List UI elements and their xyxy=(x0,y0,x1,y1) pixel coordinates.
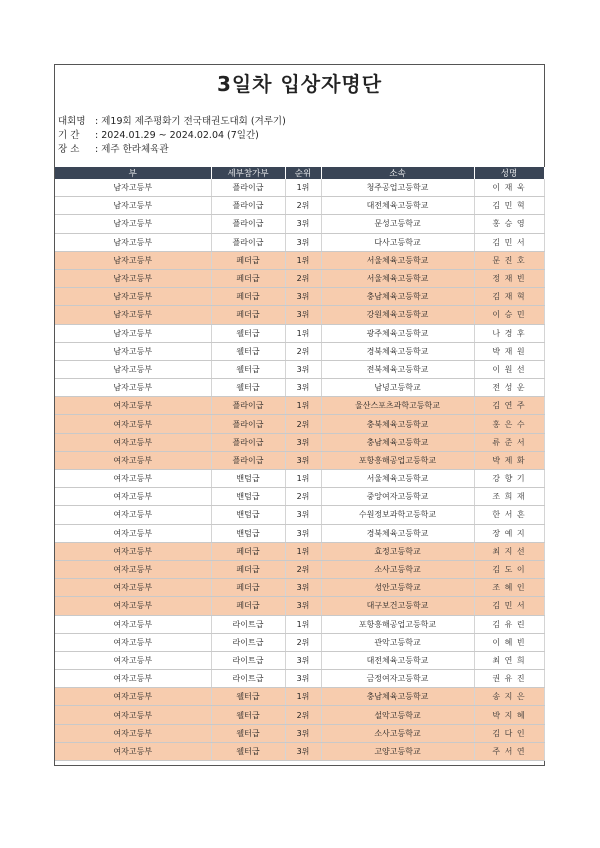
table-row xyxy=(55,179,544,197)
table-row xyxy=(55,615,544,633)
cell-team: 대전체육고등학교 xyxy=(321,651,474,669)
cell-division: 여자고등부 xyxy=(55,706,211,724)
table-row xyxy=(55,415,544,433)
table-row xyxy=(55,633,544,651)
cell-team: 포항흥해공업고등학교 xyxy=(321,451,474,469)
info-sep: : xyxy=(92,144,102,155)
cell-class: 웰터급 xyxy=(211,742,285,760)
cell-rank: 2위 xyxy=(285,706,321,724)
cell-team: 수원정보과학고등학교 xyxy=(321,506,474,524)
cell-division: 여자고등부 xyxy=(55,615,211,633)
cell-name: 김 도 이 xyxy=(474,560,544,578)
cell-class: 웰터급 xyxy=(211,342,285,360)
table-header-row xyxy=(55,167,544,179)
cell-class: 페더급 xyxy=(211,288,285,306)
cell-name: 강 향 기 xyxy=(474,470,544,488)
event-info xyxy=(58,115,544,157)
cell-rank: 3위 xyxy=(285,379,321,397)
table-row xyxy=(55,706,544,724)
results-table xyxy=(55,167,545,761)
cell-division: 남자고등부 xyxy=(55,215,211,233)
cell-division: 여자고등부 xyxy=(55,688,211,706)
table-row xyxy=(55,524,544,542)
cell-name: 이 원 선 xyxy=(474,360,544,378)
cell-class: 페더급 xyxy=(211,579,285,597)
cell-division: 여자고등부 xyxy=(55,397,211,415)
table-row xyxy=(55,651,544,669)
cell-team: 울산스포츠과학고등학교 xyxy=(321,397,474,415)
header-team: 소속 xyxy=(321,167,474,179)
cell-name: 홍 은 수 xyxy=(474,415,544,433)
cell-team: 금정여자고등학교 xyxy=(321,670,474,688)
cell-class: 페더급 xyxy=(211,560,285,578)
table-body xyxy=(55,179,544,761)
cell-name: 김 민 혁 xyxy=(474,197,544,215)
cell-class: 밴텀급 xyxy=(211,488,285,506)
cell-division: 남자고등부 xyxy=(55,251,211,269)
cell-name: 한 서 흔 xyxy=(474,506,544,524)
cell-class: 웰터급 xyxy=(211,706,285,724)
cell-name: 김 민 서 xyxy=(474,233,544,251)
cell-team: 경북체육고등학교 xyxy=(321,342,474,360)
cell-name: 나 경 후 xyxy=(474,324,544,342)
cell-rank: 3위 xyxy=(285,288,321,306)
cell-rank: 3위 xyxy=(285,506,321,524)
table-row xyxy=(55,579,544,597)
cell-rank: 3위 xyxy=(285,451,321,469)
cell-name: 박 지 혜 xyxy=(474,706,544,724)
cell-name: 최 연 희 xyxy=(474,651,544,669)
cell-division: 여자고등부 xyxy=(55,542,211,560)
cell-class: 밴텀급 xyxy=(211,524,285,542)
cell-rank: 1위 xyxy=(285,397,321,415)
cell-team: 남녕고등학교 xyxy=(321,379,474,397)
cell-division: 여자고등부 xyxy=(55,451,211,469)
cell-name: 조 혜 인 xyxy=(474,579,544,597)
cell-team: 포항흥해공업고등학교 xyxy=(321,615,474,633)
cell-name: 김 재 혁 xyxy=(474,288,544,306)
table-row xyxy=(55,379,544,397)
cell-class: 웰터급 xyxy=(211,360,285,378)
info-label: 대회명 xyxy=(58,116,86,127)
table-row xyxy=(55,488,544,506)
cell-division: 여자고등부 xyxy=(55,742,211,760)
cell-name: 이 승 민 xyxy=(474,306,544,324)
cell-division: 여자고등부 xyxy=(55,597,211,615)
info-event-name xyxy=(58,115,544,129)
table-row xyxy=(55,742,544,760)
cell-division: 여자고등부 xyxy=(55,724,211,742)
cell-rank: 1위 xyxy=(285,179,321,197)
cell-team: 대전체육고등학교 xyxy=(321,197,474,215)
cell-class: 페더급 xyxy=(211,597,285,615)
cell-rank: 3위 xyxy=(285,233,321,251)
cell-name: 문 진 호 xyxy=(474,251,544,269)
cell-class: 페더급 xyxy=(211,269,285,287)
cell-rank: 1위 xyxy=(285,615,321,633)
cell-team: 경북체육고등학교 xyxy=(321,524,474,542)
cell-division: 남자고등부 xyxy=(55,197,211,215)
cell-rank: 2위 xyxy=(285,415,321,433)
cell-team: 서울체육고등학교 xyxy=(321,269,474,287)
cell-rank: 3위 xyxy=(285,215,321,233)
cell-rank: 2위 xyxy=(285,633,321,651)
cell-rank: 1위 xyxy=(285,542,321,560)
table-row xyxy=(55,433,544,451)
cell-division: 여자고등부 xyxy=(55,506,211,524)
cell-division: 여자고등부 xyxy=(55,488,211,506)
cell-class: 라이트급 xyxy=(211,633,285,651)
cell-rank: 3위 xyxy=(285,670,321,688)
results-sheet xyxy=(54,64,545,766)
cell-team: 전북체육고등학교 xyxy=(321,360,474,378)
info-period xyxy=(58,129,544,143)
table-row xyxy=(55,542,544,560)
info-value: 2024.01.29 ~ 2024.02.04 (7일간) xyxy=(101,130,259,141)
cell-rank: 3위 xyxy=(285,724,321,742)
cell-division: 남자고등부 xyxy=(55,342,211,360)
cell-division: 여자고등부 xyxy=(55,633,211,651)
cell-class: 웰터급 xyxy=(211,324,285,342)
cell-rank: 1위 xyxy=(285,470,321,488)
table-row xyxy=(55,724,544,742)
cell-team: 강원체육고등학교 xyxy=(321,306,474,324)
cell-team: 서울체육고등학교 xyxy=(321,470,474,488)
cell-rank: 3위 xyxy=(285,306,321,324)
cell-division: 여자고등부 xyxy=(55,670,211,688)
cell-team: 효정고등학교 xyxy=(321,542,474,560)
cell-rank: 2위 xyxy=(285,560,321,578)
cell-class: 플라이급 xyxy=(211,197,285,215)
cell-name: 김 연 주 xyxy=(474,397,544,415)
table-row xyxy=(55,197,544,215)
cell-division: 남자고등부 xyxy=(55,360,211,378)
cell-team: 설악고등학교 xyxy=(321,706,474,724)
table-row xyxy=(55,251,544,269)
cell-class: 페더급 xyxy=(211,306,285,324)
table-row xyxy=(55,560,544,578)
cell-team: 대구보건고등학교 xyxy=(321,597,474,615)
cell-class: 플라이급 xyxy=(211,433,285,451)
table-row xyxy=(55,470,544,488)
table-row xyxy=(55,451,544,469)
cell-class: 웰터급 xyxy=(211,724,285,742)
cell-class: 밴텀급 xyxy=(211,470,285,488)
info-value: 제주 한라체육관 xyxy=(101,144,169,155)
cell-name: 김 민 서 xyxy=(474,597,544,615)
cell-name: 주 서 연 xyxy=(474,742,544,760)
cell-rank: 2위 xyxy=(285,269,321,287)
table-row xyxy=(55,233,544,251)
info-label: 기 간 xyxy=(58,130,80,141)
table-row xyxy=(55,506,544,524)
cell-class: 라이트급 xyxy=(211,651,285,669)
cell-name: 이 혜 빈 xyxy=(474,633,544,651)
cell-team: 고양고등학교 xyxy=(321,742,474,760)
cell-class: 플라이급 xyxy=(211,215,285,233)
info-label: 장 소 xyxy=(58,144,80,155)
cell-name: 정 재 빈 xyxy=(474,269,544,287)
cell-name: 김 다 인 xyxy=(474,724,544,742)
cell-team: 충남체육고등학교 xyxy=(321,688,474,706)
cell-team: 청주공업고등학교 xyxy=(321,179,474,197)
cell-name: 장 예 지 xyxy=(474,524,544,542)
cell-name: 최 지 선 xyxy=(474,542,544,560)
cell-class: 라이트급 xyxy=(211,615,285,633)
info-venue xyxy=(58,143,544,157)
cell-rank: 3위 xyxy=(285,360,321,378)
table-row xyxy=(55,397,544,415)
table-row xyxy=(55,215,544,233)
table-row xyxy=(55,670,544,688)
cell-rank: 2위 xyxy=(285,197,321,215)
cell-class: 웰터급 xyxy=(211,688,285,706)
cell-division: 남자고등부 xyxy=(55,306,211,324)
cell-class: 페더급 xyxy=(211,251,285,269)
cell-class: 라이트급 xyxy=(211,670,285,688)
info-sep: : xyxy=(92,130,102,141)
cell-team: 소사고등학교 xyxy=(321,724,474,742)
cell-rank: 2위 xyxy=(285,342,321,360)
cell-name: 조 희 재 xyxy=(474,488,544,506)
table-row xyxy=(55,360,544,378)
cell-rank: 1위 xyxy=(285,251,321,269)
cell-rank: 1위 xyxy=(285,688,321,706)
cell-team: 광주체육고등학교 xyxy=(321,324,474,342)
cell-class: 웰터급 xyxy=(211,379,285,397)
cell-rank: 3위 xyxy=(285,524,321,542)
table-row xyxy=(55,269,544,287)
cell-class: 플라이급 xyxy=(211,397,285,415)
cell-team: 충남체육고등학교 xyxy=(321,288,474,306)
cell-class: 밴텀급 xyxy=(211,506,285,524)
cell-division: 남자고등부 xyxy=(55,288,211,306)
cell-division: 남자고등부 xyxy=(55,179,211,197)
cell-division: 여자고등부 xyxy=(55,470,211,488)
cell-team: 충남체육고등학교 xyxy=(321,433,474,451)
cell-rank: 3위 xyxy=(285,742,321,760)
page-title: 3일차 입상자명단 xyxy=(216,72,383,96)
cell-team: 관악고등학교 xyxy=(321,633,474,651)
cell-division: 여자고등부 xyxy=(55,651,211,669)
cell-team: 충북체육고등학교 xyxy=(321,415,474,433)
cell-class: 플라이급 xyxy=(211,179,285,197)
header-name: 성명 xyxy=(474,167,544,179)
cell-class: 플라이급 xyxy=(211,233,285,251)
cell-rank: 1위 xyxy=(285,324,321,342)
cell-name: 전 성 운 xyxy=(474,379,544,397)
cell-division: 남자고등부 xyxy=(55,379,211,397)
cell-name: 송 지 은 xyxy=(474,688,544,706)
table-row xyxy=(55,306,544,324)
table-row xyxy=(55,597,544,615)
table-row xyxy=(55,288,544,306)
cell-rank: 3위 xyxy=(285,433,321,451)
cell-division: 여자고등부 xyxy=(55,560,211,578)
table-row xyxy=(55,324,544,342)
cell-rank: 3위 xyxy=(285,579,321,597)
cell-team: 서울체육고등학교 xyxy=(321,251,474,269)
cell-team: 성안고등학교 xyxy=(321,579,474,597)
cell-rank: 2위 xyxy=(285,488,321,506)
table-row xyxy=(55,688,544,706)
cell-class: 플라이급 xyxy=(211,415,285,433)
cell-name: 권 유 진 xyxy=(474,670,544,688)
cell-name: 홍 승 영 xyxy=(474,215,544,233)
cell-division: 여자고등부 xyxy=(55,579,211,597)
cell-name: 김 유 린 xyxy=(474,615,544,633)
cell-class: 플라이급 xyxy=(211,451,285,469)
cell-name: 류 준 서 xyxy=(474,433,544,451)
cell-rank: 3위 xyxy=(285,597,321,615)
info-sep: : xyxy=(92,116,102,127)
cell-team: 다사고등학교 xyxy=(321,233,474,251)
cell-class: 페더급 xyxy=(211,542,285,560)
cell-team: 중앙여자고등학교 xyxy=(321,488,474,506)
cell-division: 여자고등부 xyxy=(55,524,211,542)
cell-division: 남자고등부 xyxy=(55,324,211,342)
header-division: 부 xyxy=(55,167,211,179)
header-class: 세부참가부 xyxy=(211,167,285,179)
cell-division: 여자고등부 xyxy=(55,433,211,451)
cell-name: 박 재 원 xyxy=(474,342,544,360)
cell-division: 남자고등부 xyxy=(55,233,211,251)
cell-name: 이 재 욱 xyxy=(474,179,544,197)
table-row xyxy=(55,342,544,360)
header-rank: 순위 xyxy=(285,167,321,179)
cell-division: 남자고등부 xyxy=(55,269,211,287)
cell-rank: 3위 xyxy=(285,651,321,669)
info-value: 제19회 제주평화기 전국태권도대회 (겨루기) xyxy=(101,116,286,127)
cell-team: 문성고등학교 xyxy=(321,215,474,233)
cell-division: 여자고등부 xyxy=(55,415,211,433)
cell-name: 박 제 화 xyxy=(474,451,544,469)
cell-team: 소사고등학교 xyxy=(321,560,474,578)
